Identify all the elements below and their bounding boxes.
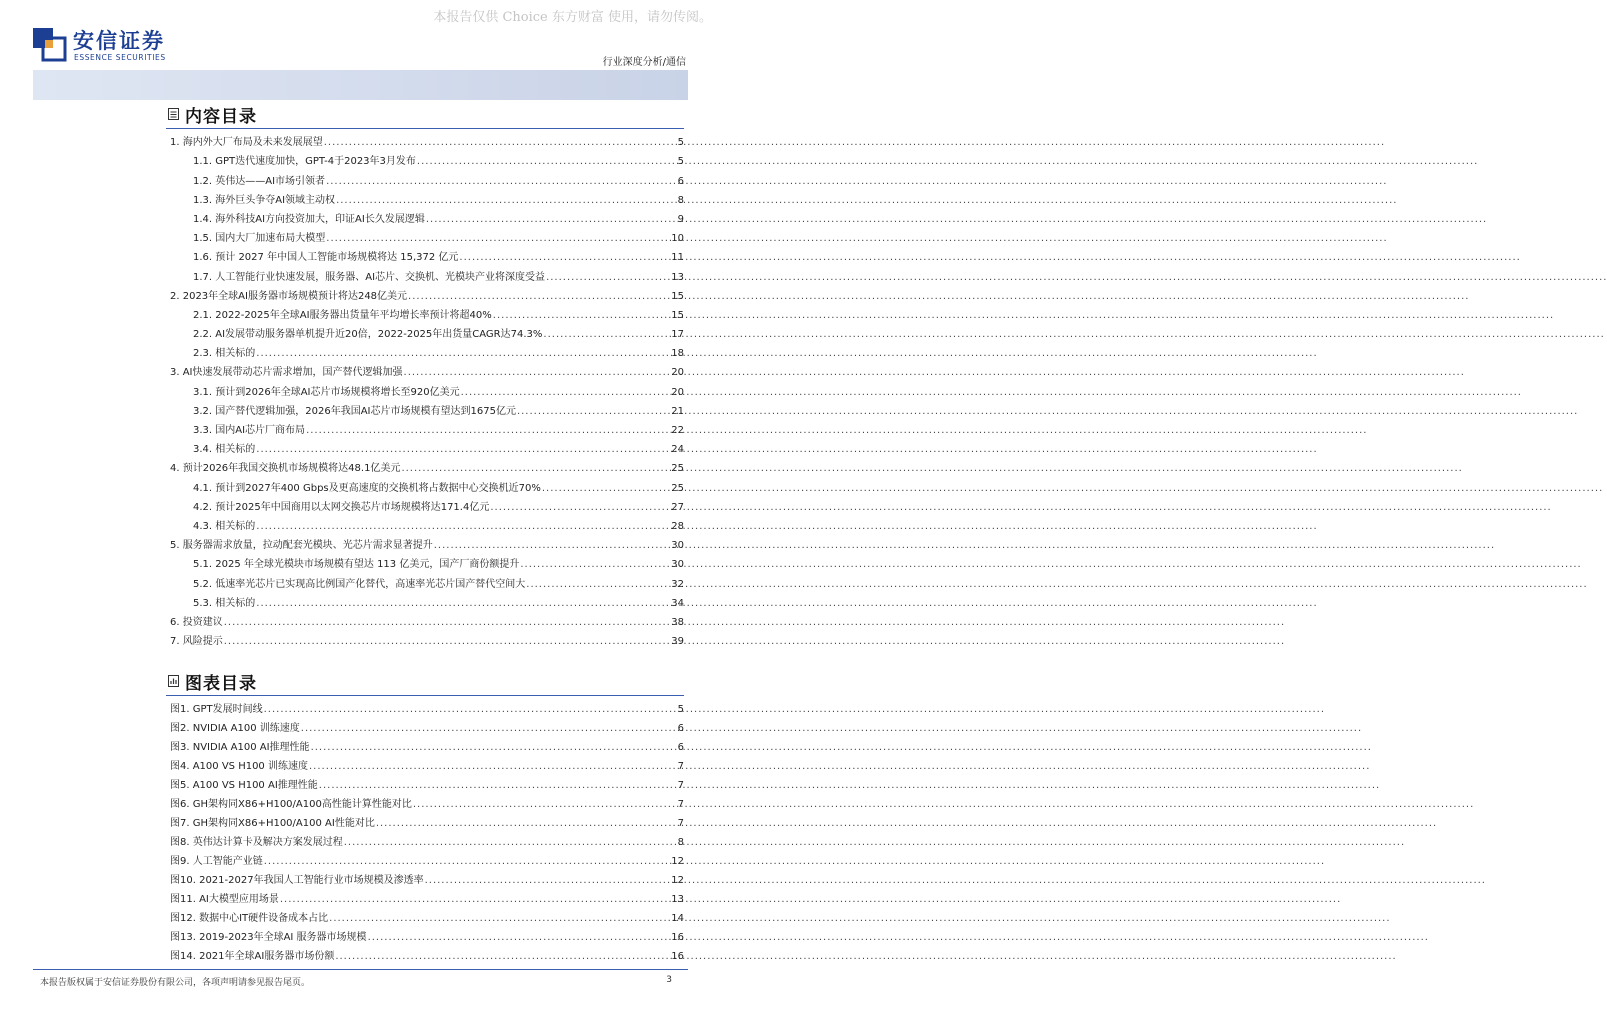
toc-entry-label: 3.2. 国产替代逻辑加强，2026年我国AI芯片市场规模有望达到1675亿元 (193, 405, 516, 417)
toc-entry-label: 图7. GH架构同X86+H100/A100 AI性能对比 (170, 818, 375, 829)
figures-title: 图表目录 (185, 673, 257, 694)
toc-entry[interactable] (170, 773, 684, 792)
toc-leader-dots (459, 252, 670, 264)
toc-entry-page: 20 (671, 386, 684, 398)
brand-logo (33, 25, 203, 70)
toc-entry-page: 25 (671, 463, 684, 475)
contents-title: 内容目录 (185, 106, 257, 127)
chart-icon (168, 675, 179, 687)
toc-entry-label: 图12. 数据中心IT硬件设备成本占比 (170, 913, 329, 924)
toc-entry-page: 13 (671, 271, 684, 283)
toc-leader-dots (413, 799, 677, 811)
essence-logo-icon (33, 28, 67, 62)
toc-leader-dots (329, 913, 670, 925)
toc-entry-label: 6. 投资建议 (170, 616, 223, 628)
toc-entry[interactable] (170, 149, 684, 168)
figures-heading (166, 669, 684, 696)
toc-entry-page: 25 (671, 482, 684, 494)
toc-entry-page: 32 (671, 578, 684, 590)
toc-entry-label: 5.3. 相关标的 (193, 597, 256, 609)
toc-entry[interactable] (170, 399, 684, 418)
toc-entry[interactable] (170, 533, 684, 552)
toc-leader-dots (408, 291, 670, 303)
toc-entry-page: 6 (677, 742, 684, 753)
toc-leader-dots (417, 156, 677, 168)
toc-entry[interactable] (170, 475, 684, 494)
toc-entry[interactable] (170, 303, 684, 322)
toc-entry-page: 24 (671, 444, 684, 456)
toc-leader-dots (326, 176, 677, 188)
toc-entry[interactable] (170, 925, 684, 944)
toc-entry[interactable] (170, 379, 684, 398)
toc-leader-dots (306, 425, 670, 437)
toc-entry[interactable] (170, 697, 684, 716)
toc-entry[interactable] (170, 849, 684, 868)
toc-entry[interactable] (170, 264, 684, 283)
brand-name-en: ESSENCE SECURITIES (74, 53, 166, 62)
toc-entry-page: 27 (671, 501, 684, 513)
document-icon (168, 108, 179, 120)
toc-entry[interactable] (170, 716, 684, 735)
toc-entry[interactable] (170, 944, 684, 963)
toc-leader-dots (335, 951, 670, 963)
toc-leader-dots (336, 195, 677, 207)
toc-entry-label: 图2. NVIDIA A100 训练速度 (170, 723, 300, 734)
toc-entry-label: 图8. 英伟达计算卡及解决方案发展过程 (170, 837, 343, 848)
toc-entry-label: 1.7. 人工智能行业快速发展，服务器、AI芯片、交换机、光模块产业将深度受益 (193, 271, 546, 283)
toc-entry-page: 28 (671, 520, 684, 532)
toc-entry-page: 18 (671, 348, 684, 360)
brand-name-cn: 安信证券 (73, 29, 165, 53)
toc-leader-dots (546, 272, 670, 284)
toc-leader-dots (526, 579, 670, 591)
toc-entry[interactable] (170, 207, 684, 226)
toc-entry-page: 14 (671, 913, 684, 924)
toc-entry[interactable] (170, 610, 684, 629)
toc-entry-page: 12 (671, 875, 684, 886)
toc-leader-dots (425, 875, 671, 887)
toc-entry-page: 16 (671, 932, 684, 943)
toc-entry[interactable] (170, 811, 684, 830)
toc-entry-label: 1.2. 英伟达——AI市场引领者 (193, 175, 326, 187)
toc-entry-label: 7. 风险提示 (170, 636, 223, 648)
toc-entry-page: 5 (677, 704, 684, 715)
toc-leader-dots (319, 780, 677, 792)
toc-entry-label: 图10. 2021-2027年我国人工智能行业市场规模及渗透率 (170, 875, 424, 886)
toc-entry-label: 图4. A100 VS H100 训练速度 (170, 761, 308, 772)
toc-entry[interactable] (170, 284, 684, 303)
footer-divider (33, 969, 688, 970)
toc-entry[interactable] (170, 188, 684, 207)
toc-leader-dots (301, 723, 677, 735)
toc-entry-page: 7 (677, 818, 684, 829)
toc-entry-page: 22 (671, 425, 684, 436)
toc-leader-dots (256, 444, 670, 456)
toc-entry-label: 图1. GPT发展时间线 (170, 704, 263, 715)
toc-leader-dots (368, 932, 671, 944)
toc-entry[interactable] (170, 322, 684, 341)
toc-entry[interactable] (170, 887, 684, 906)
toc-entry[interactable] (170, 360, 684, 379)
toc-entry-label: 图11. AI大模型应用场景 (170, 894, 279, 905)
toc-entry-label: 1.3. 海外巨头争夺AI领域主动权 (193, 194, 336, 206)
toc-entry-label: 2. 2023年全球AI服务器市场规模预计将达248亿美元 (170, 290, 408, 302)
footer-page-number: 3 (666, 975, 672, 985)
toc-entry[interactable] (170, 437, 684, 456)
toc-leader-dots (461, 387, 671, 399)
toc-entry-page: 17 (671, 329, 684, 341)
toc-leader-dots (311, 742, 677, 754)
toc-entry-page: 7 (677, 780, 684, 791)
toc-leader-dots (264, 704, 677, 716)
toc-entry-page: 34 (671, 597, 684, 609)
toc-entry-label: 4.3. 相关标的 (193, 520, 256, 532)
toc-leader-dots (404, 367, 671, 379)
toc-entry-page: 21 (671, 405, 684, 417)
toc-entry-label: 1.4. 海外科技AI方向投资加大，印证AI长久发展逻辑 (193, 213, 425, 225)
toc-entry[interactable] (170, 754, 684, 773)
figures-list (170, 697, 684, 963)
toc-entry-page: 5 (677, 137, 684, 149)
toc-leader-dots (344, 837, 677, 849)
contents-list (170, 130, 684, 648)
toc-leader-dots (493, 310, 670, 322)
toc-leader-dots (543, 329, 670, 341)
toc-leader-dots (224, 617, 671, 629)
toc-entry-label: 4.1. 预计到2027年400 Gbps及更高速度的交换机将占数据中心交换机近70% (193, 482, 541, 494)
toc-entry-page: 6 (677, 175, 684, 187)
toc-entry[interactable] (170, 629, 684, 648)
toc-entry-label: 图13. 2019-2023年全球AI 服务器市场规模 (170, 932, 367, 943)
toc-leader-dots (256, 521, 670, 533)
toc-entry[interactable] (170, 830, 684, 849)
toc-entry-label: 1.1. GPT迭代速度加快，GPT-4于2023年3月发布 (193, 156, 416, 168)
toc-entry-page: 15 (671, 309, 684, 321)
toc-entry-label: 1. 海内外大厂布局及未来发展展望 (170, 137, 323, 149)
toc-entry-label: 1.6. 预计 2027 年中国人工智能市场规模将达 15,372 亿元 (193, 252, 459, 264)
toc-entry-page: 39 (671, 636, 684, 648)
toc-entry[interactable] (170, 735, 684, 754)
toc-leader-dots (520, 559, 670, 571)
toc-entry-label: 2.2. AI发展带动服务器单机提升近20倍，2022-2025年出货量CAGR达74.3% (193, 329, 543, 341)
toc-entry-label: 5. 服务器需求放量，拉动配套光模块、光芯片需求显著提升 (170, 540, 433, 552)
toc-leader-dots (264, 856, 671, 868)
toc-entry-label: 2.1. 2022-2025年全球AI服务器出货量年平均增长率预计将超40% (193, 309, 492, 321)
toc-entry-label: 1.5. 国内大厂加速布局大模型 (193, 233, 326, 245)
toc-entry-label: 图5. A100 VS H100 AI推理性能 (170, 780, 318, 791)
toc-entry-label: 3.1. 预计到2026年全球AI芯片市场规模将增长至920亿美元 (193, 386, 460, 398)
toc-entry[interactable] (170, 571, 684, 590)
toc-entry-label: 4. 预计2026年我国交换机市场规模将达48.1亿美元 (170, 463, 401, 475)
toc-entry[interactable] (170, 591, 684, 610)
toc-entry-page: 9 (677, 213, 684, 225)
toc-entry-page: 20 (671, 367, 684, 379)
toc-entry-label: 3. AI快速发展带动芯片需求增加，国产替代逻辑加强 (170, 367, 403, 379)
toc-entry-label: 5.1. 2025 年全球光模块市场规模有望达 113 亿美元，国产厂商份额提升 (193, 559, 520, 571)
toc-entry-page: 8 (677, 194, 684, 206)
toc-entry-page: 8 (677, 837, 684, 848)
toc-entry-label: 4.2. 预计2025年中国商用以太网交换芯片市场规模将达171.4亿元 (193, 501, 490, 513)
toc-entry[interactable] (170, 245, 684, 264)
toc-entry[interactable] (170, 495, 684, 514)
toc-entry[interactable] (170, 341, 684, 360)
toc-entry-label: 5.2. 低速率光芯片已实现高比例国产化替代，高速率光芯片国产替代空间大 (193, 578, 526, 590)
toc-entry[interactable] (170, 792, 684, 811)
toc-entry-page: 7 (677, 799, 684, 810)
toc-leader-dots (324, 137, 677, 149)
toc-leader-dots (280, 894, 670, 906)
toc-leader-dots (256, 348, 670, 360)
toc-entry-page: 12 (671, 856, 684, 867)
toc-entry-page: 11 (671, 252, 684, 264)
toc-leader-dots (426, 214, 677, 226)
toc-entry-page: 15 (671, 290, 684, 302)
footer-disclaimer: 本报告版权属于安信证券股份有限公司，各项声明请参见报告尾页。 (40, 978, 311, 988)
toc-leader-dots (376, 818, 677, 830)
toc-leader-dots (434, 540, 671, 552)
toc-leader-dots (326, 233, 670, 245)
toc-entry-page: 30 (671, 559, 684, 571)
toc-entry-page: 7 (677, 761, 684, 772)
report-type-label: 行业深度分析/通信 (602, 57, 686, 68)
toc-leader-dots (542, 483, 670, 495)
toc-leader-dots (256, 598, 670, 610)
toc-entry-page: 30 (671, 540, 684, 552)
toc-entry[interactable] (170, 130, 684, 149)
toc-entry-page: 5 (677, 156, 684, 168)
contents-heading (166, 102, 684, 129)
toc-entry-label: 3.4. 相关标的 (193, 444, 256, 456)
toc-entry-label: 图3. NVIDIA A100 AI推理性能 (170, 742, 310, 753)
toc-entry-label: 图6. GH架构同X86+H100/A100高性能计算性能对比 (170, 799, 412, 810)
toc-entry[interactable] (170, 226, 684, 245)
toc-entry-page: 6 (677, 723, 684, 734)
toc-leader-dots (517, 406, 670, 418)
header-band (33, 70, 688, 100)
toc-entry-label: 2.3. 相关标的 (193, 348, 256, 360)
toc-entry-label: 3.3. 国内AI芯片厂商布局 (193, 425, 306, 436)
toc-leader-dots (309, 761, 677, 773)
toc-entry-label: 图9. 人工智能产业链 (170, 856, 263, 867)
toc-entry[interactable] (170, 514, 684, 533)
toc-entry[interactable] (170, 418, 684, 437)
toc-leader-dots (224, 636, 671, 648)
toc-entry-page: 10 (671, 233, 684, 245)
toc-leader-dots (490, 502, 670, 514)
toc-entry-page: 13 (671, 894, 684, 905)
toc-entry[interactable] (170, 456, 684, 475)
toc-entry-page: 38 (671, 616, 684, 628)
toc-entry-page: 16 (671, 951, 684, 962)
toc-entry[interactable] (170, 906, 684, 925)
toc-entry-label: 图14. 2021年全球AI服务器市场份额 (170, 951, 335, 962)
toc-entry[interactable] (170, 168, 684, 187)
toc-leader-dots (401, 463, 670, 475)
toc-entry[interactable] (170, 868, 684, 887)
watermark-text: 本报告仅供 Choice 东方财富 使用，请勿传阅。 (433, 10, 712, 25)
toc-entry[interactable] (170, 552, 684, 571)
